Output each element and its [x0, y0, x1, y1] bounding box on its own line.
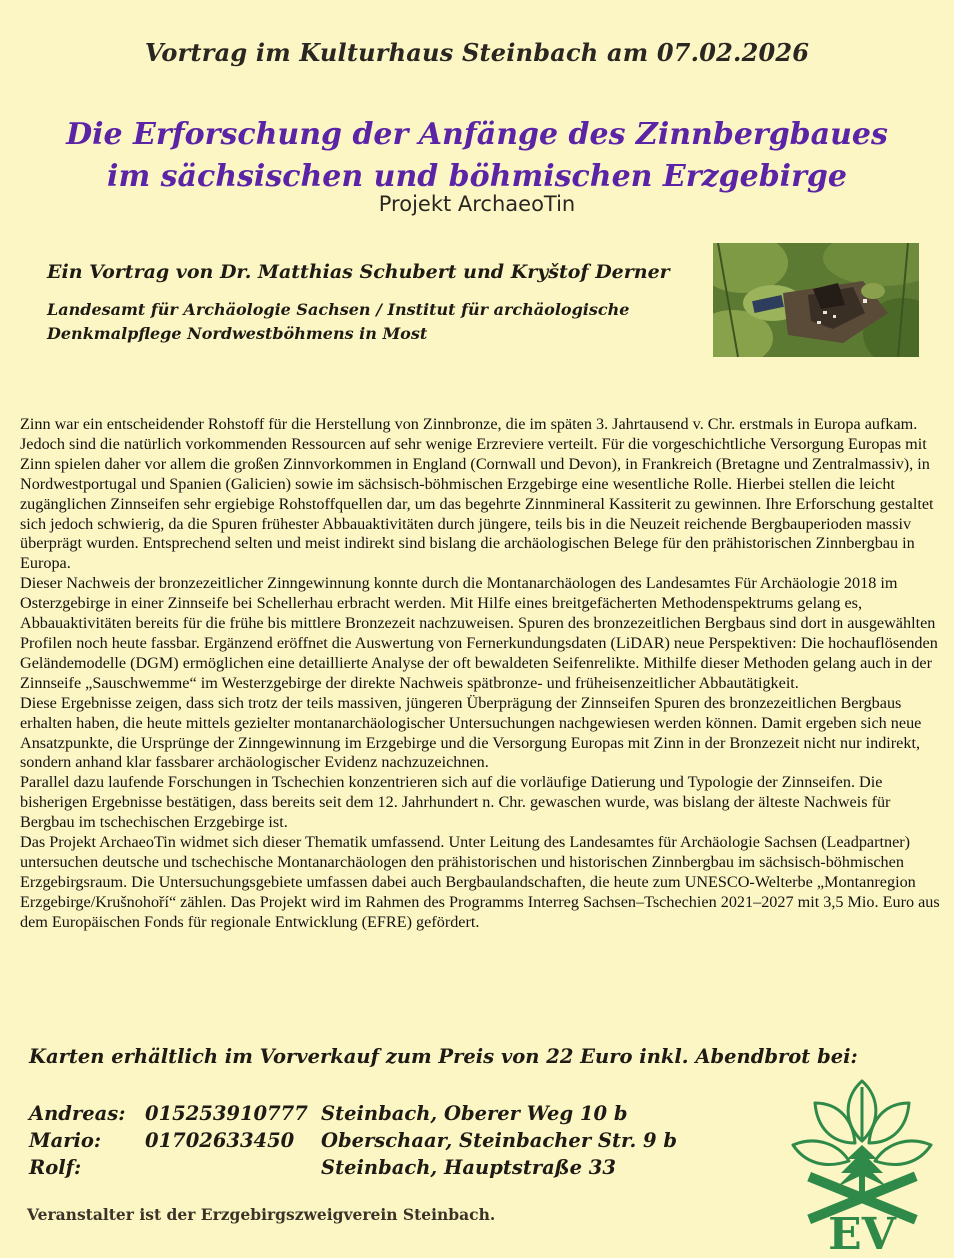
- institution-line-2: Denkmalpflege Nordwestböhmens in Most: [47, 324, 428, 343]
- contact-address: Oberschaar, Steinbacher Str. 9 b: [321, 1129, 678, 1152]
- contact-name: Rolf:: [29, 1156, 82, 1179]
- contact-address: Steinbach, Hauptstraße 33: [321, 1156, 616, 1179]
- paragraph: Diese Ergebnisse zeigen, dass sich trotz der teils massiven, jüngeren Überprägung der Zinnseifen Spuren des bronzezeitlichen Bergbaus erhalten haben, die heute mittels gezielter montanarchäologischer Untersuchungen nachgewiesen werden können. Damit ergeben sich neue Ansatzpunkte, die Ursprünge der Zinngewinnung im Erzgebirge und die Versorgung Europas mit Zinn in der Bronzezeit nicht nur indirekt, sondern anhand klar fassbarer archäologischer Evidenz nachzuzeichnen.: [20, 693, 922, 772]
- excavation-photo-illustration: [713, 243, 919, 357]
- contact-phone: 01702633450: [145, 1129, 295, 1152]
- contact-phone: [145, 1154, 321, 1181]
- contact-name: Mario:: [29, 1129, 102, 1152]
- contact-name: Andreas:: [29, 1102, 126, 1125]
- contact-phone: 015253910777: [145, 1102, 308, 1125]
- leaf-emblem-icon: [785, 1075, 940, 1253]
- contact-row: [29, 1127, 769, 1154]
- paragraph: Zinn war ein entscheidender Rohstoff für die Herstellung von Zinnbronze, die im späten 3. Jahrtausend v. Chr. erstmals in Europa aufkam. Jedoch sind die natürlich vorkommenden Ressourcen auf sehr wenige Erzreviere verteilt. Für die vorgeschichtliche Versorgung Europas mit Zinn spielen daher vor allem die großen Zinnvorkommen in England (Cornwall und Devon), in Frankreich (Bretagne und Zentralmassiv), in Nordwestportugal und Spanien (Galicien) sowie im sächsisch-böhmischen Erzgebirge eine wesentliche Rolle. Hierbei stellen die leicht zugänglichen Zinnseifen sehr ergiebige Rohstoffquellen dar, um das begehrte Zinnmineral Kassiterit zu gewinnen. Ihre Erforschung gestaltet sich jedoch schwierig, da die Spuren frühester Abbauaktivitäten durch jüngere, teils bis in die Neuzeit reichende Bergbauperioden massiv überprägt wurden. Entsprechend selten und meist indirekt sind bislang die archäologischen Belege für den prähistorischen Zinnbergbau in Europa.: [20, 415, 934, 573]
- organizer-note: Veranstalter ist der Erzgebirgszweigverein Steinbach.: [27, 1205, 496, 1224]
- contact-address: Steinbach, Oberer Weg 10 b: [321, 1102, 628, 1125]
- lecture-description: [20, 415, 940, 933]
- project-subtitle: Projekt ArchaeoTin: [378, 192, 576, 216]
- ticket-contacts: [29, 1100, 769, 1181]
- event-announcement: Vortrag im Kulturhaus Steinbach am 07.02.2026: [144, 38, 810, 67]
- institution: [47, 298, 697, 346]
- ticket-info-heading: Karten erhältlich im Vorverkauf zum Preis von 22 Euro inkl. Abendbrot bei:: [29, 1045, 858, 1068]
- lecture-title-line-1: Die Erforschung der Anfänge des Zinnbergbaues: [66, 117, 888, 152]
- contact-row: [29, 1100, 769, 1127]
- institution-line-1: Landesamt für Archäologie Sachsen / Institut für archäologische: [47, 300, 630, 319]
- erzgebirgsverein-logo: [785, 1075, 940, 1253]
- paragraph: Dieser Nachweis der bronzezeitlicher Zinngewinnung konnte durch die Montanarchäologen des Landesamtes Für Archäologie 2018 im Osterzgebirge in einer Zinnseife bei Schellerhau erbracht werden. Mit Hilfe eines breitgefächerten Methodenspektrums gelang es, Abbauaktivitäten bereits für die frühe bis mittlere Bronzezeit nachzuweisen. Spuren des bronzezeitlichen Bergbaus sind dort in ausgewählten Profilen noch heute fassbar. Ergänzend eröffnet die Auswertung von Fernerkundungsdaten (LiDAR) neue Perspektiven: Die hochauflösenden Geländemodelle (DGM) ermöglichen eine detaillierte Analyse der oft bewaldeten Seifenrelikte. Mithilfe dieser Methoden gelang auch in der Zinnseife „Sauschwemme“ im Westerzgebirge der direkte Nachweis spätbronze- und früheisenzeitlicher Abbautätigkeit.: [20, 574, 938, 692]
- lecture-title: [0, 114, 954, 198]
- paragraph: Parallel dazu laufende Forschungen in Tschechien konzentrieren sich auf die vorläufige Datierung und Typologie der Zinnseifen. Die bisherigen Ergebnisse bestätigen, dass bereits seit dem 12. Jahrhundert n. Chr. gewaschen wurde, was bislang der älteste Nachweis für Bergbau im tschechischen Erzgebirge ist.: [20, 773, 891, 832]
- paragraph: Das Projekt ArchaeoTin widmet sich dieser Thematik umfassend. Unter Leitung des Landesamtes für Archäologie Sachsen (Leadpartner) untersuchen deutsche und tschechische Montanarchäologen den prähistorischen und historischen Zinnbergbau im sächsisch-böhmischen Erzgebirgsraum. Die Untersuchungsgebiete umfassen dabei auch Bergbaulandschaften, die heute zum UNESCO-Welterbe „Montanregion Erzgebirge/Krušnohoří“ zählen. Das Projekt wird im Rahmen des Programms Interreg Sachsen–Tschechien 2021–2027 mit 3,5 Mio. Euro aus dem Europäischen Fonds für regionale Entwicklung (EFRE) gefördert.: [20, 833, 940, 931]
- speakers-line: Ein Vortrag von Dr. Matthias Schubert und Kryštof Derner: [47, 261, 670, 283]
- excavation-site-photo: [713, 243, 919, 357]
- contact-row: [29, 1154, 769, 1181]
- logo-text: EV: [828, 1209, 896, 1253]
- lecture-title-line-2: im sächsischen und böhmischen Erzgebirge: [107, 159, 847, 194]
